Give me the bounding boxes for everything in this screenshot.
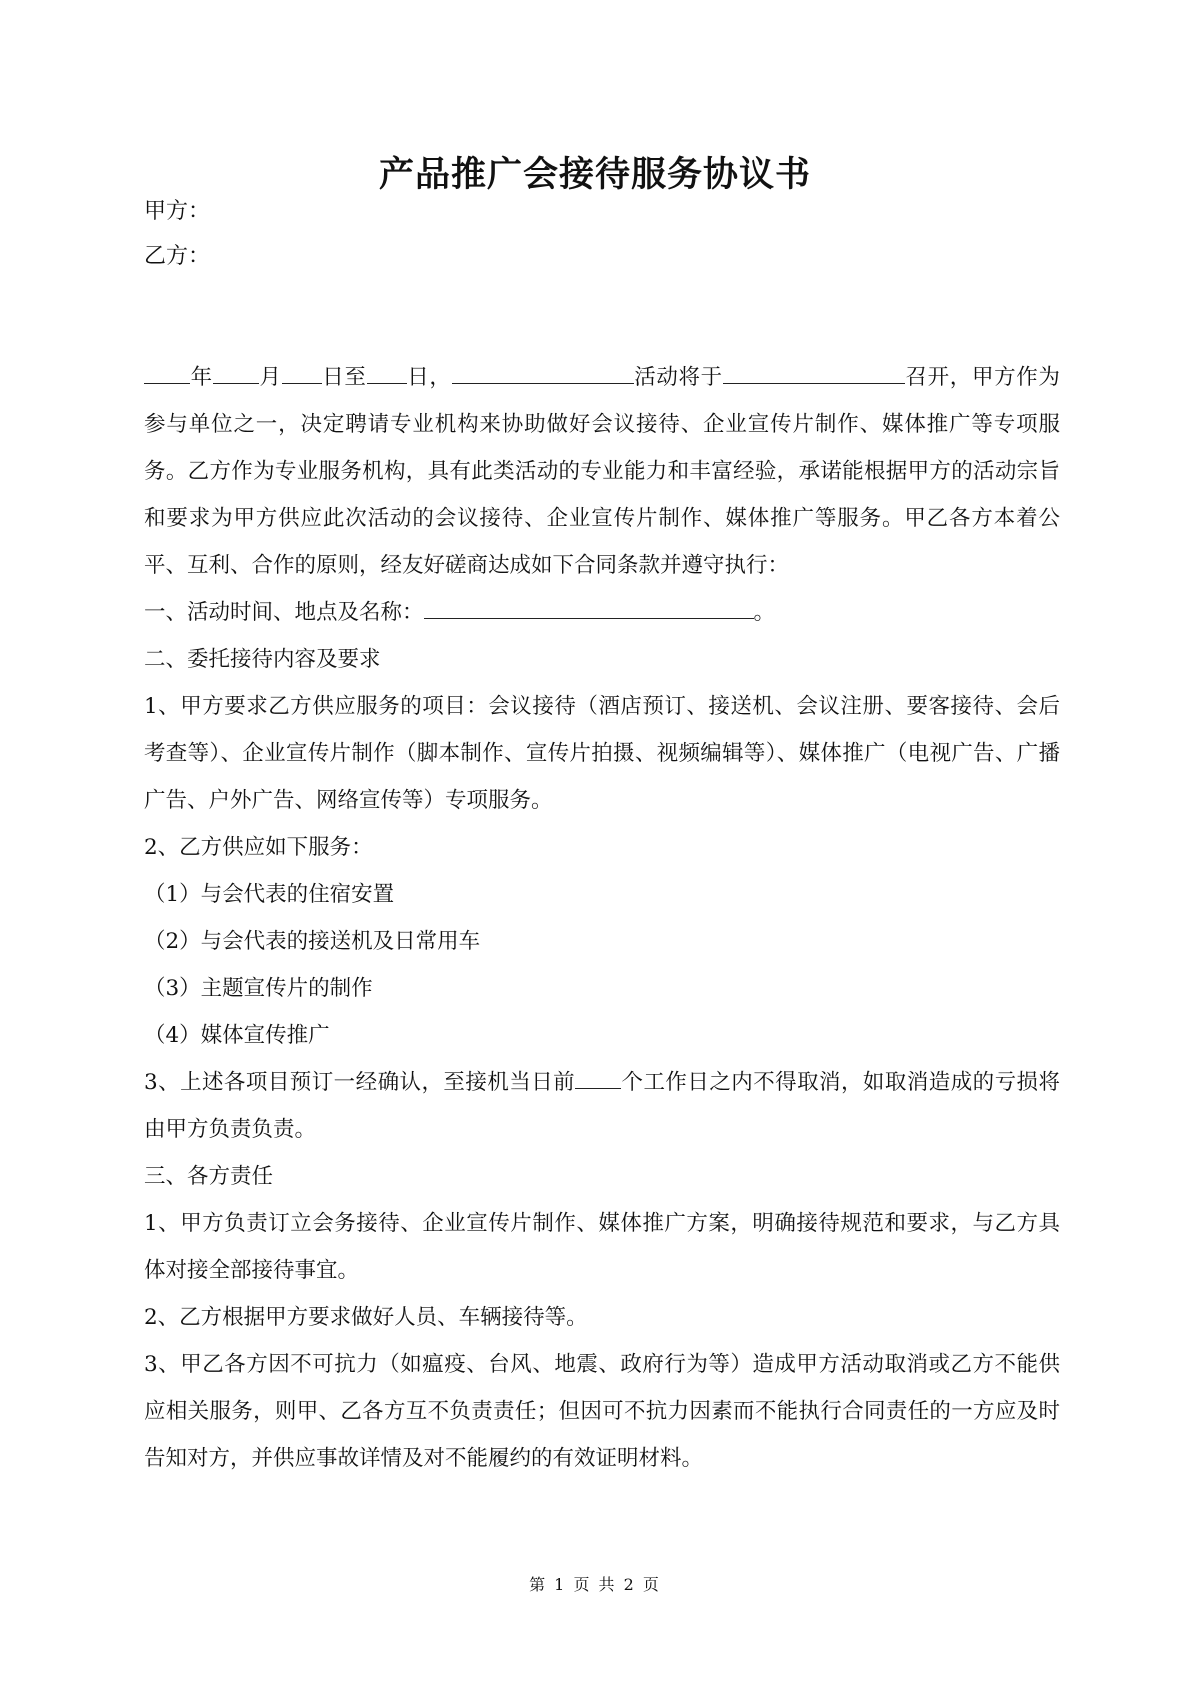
service-item: （1）与会代表的住宿安置 <box>144 882 395 907</box>
blank-line <box>575 1068 621 1089</box>
section-3-clause-1: 1、甲方负责订立会务接待、企业宣传片制作、媒体推广方案，明确接待规范和要求，与乙方具体对接全部接待事宜。 <box>144 1211 1060 1283</box>
blank-line <box>144 363 190 384</box>
section-2-clause-2: 2、乙方供应如下服务： <box>144 835 373 860</box>
section-3-clause-3: 3、甲乙各方因不可抗力（如瘟疫、台风、地震、政府行为等）造成甲方活动取消或乙方不能供应相关服务，则甲、乙各方互不负责责任；但因可不抗力因素而不能执行合同责任的一方应及时告知对方，并供应事故详情及对不能履约的有效证明材料。 <box>144 1352 1060 1471</box>
blank-line <box>367 363 407 384</box>
contract-body <box>144 354 1060 1482</box>
blank-line <box>424 598 754 619</box>
service-item: （3）主题宣传片的制作 <box>144 976 373 1001</box>
document-title: 产品推广会接待服务协议书 <box>378 154 811 195</box>
blank-line <box>723 363 905 384</box>
party-a-label: 甲方： <box>144 199 211 224</box>
page-number: 第 1 页 共 2 页 <box>529 1575 661 1594</box>
blank-line <box>452 363 634 384</box>
section-3-clause-2: 2、乙方根据甲方要求做好人员、车辆接待等。 <box>144 1305 588 1330</box>
service-item: （2）与会代表的接送机及日常用车 <box>144 929 481 954</box>
section-1-heading: 一、活动时间、地点及名称： 。 <box>144 589 1060 636</box>
section-3-heading: 三、各方责任 <box>144 1164 274 1189</box>
section-2-clause-1: 1、甲方要求乙方供应服务的项目：会议接待（酒店预订、接送机、会议注册、要客接待、会后考查等）、企业宣传片制作（脚本制作、宣传片拍摄、视频编辑等）、媒体推广（电视广告、广播广告、户外广告、网络宣传等）专项服务。 <box>144 694 1060 813</box>
section-2-clause-3: 3、上述各项目预订一经确认，至接机当日前 个工作日之内不得取消，如取消造成的亏损将由甲方负责负责。 <box>144 1059 1060 1153</box>
blank-line <box>213 363 259 384</box>
section-2-heading: 二、委托接待内容及要求 <box>144 647 381 672</box>
service-item: （4）媒体宣传推广 <box>144 1023 330 1048</box>
blank-line <box>282 363 322 384</box>
party-b-label: 乙方： <box>144 244 211 269</box>
intro-paragraph: 年 月 日至 日， 活动将于 召开，甲方作为参与单位之一，决定聘请专业机构来协助做好会议接待、企业宣传片制作、媒体推广等专项服务。乙方作为专业服务机构，具有此类活动的专业能力和丰富经验，承诺能根据甲方的活动宗旨和要求为甲方供应此次活动的会议接待、企业宣传片制作、媒体推广等服务。甲乙各方本着公平、互利、合作的原则，经友好磋商达成如下合同条款并遵守执行： <box>144 354 1060 589</box>
